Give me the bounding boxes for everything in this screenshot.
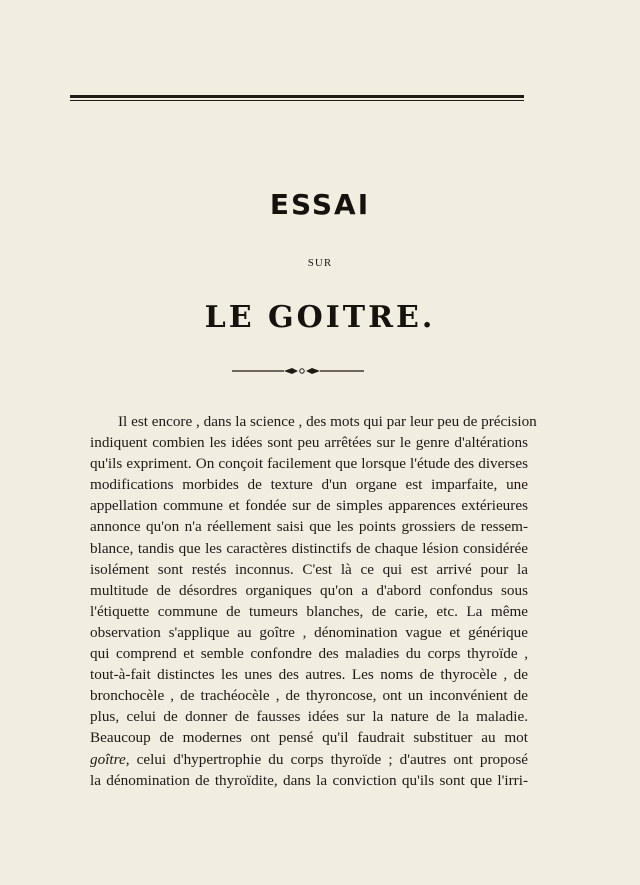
text-line: modifications morbides de texture d'un organe est imparfaite, une <box>90 476 528 494</box>
ornament-divider <box>232 364 364 378</box>
text-line: annonce qu'on n'a réellement saisi que les points grossiers de ressem- <box>90 518 528 536</box>
top-rule-thin <box>70 100 524 101</box>
text-line: plus, celui de donner de fausses idées sur la nature de la maladie. <box>90 708 528 726</box>
text-line: goître, celui d'hypertrophie du corps thyroïde ; d'autres ont proposé <box>90 750 528 768</box>
text-line: Il est encore , dans la science , des mots qui par leur peu de précision <box>118 413 537 430</box>
text-line: appellation commune et fondée sur de simples apparences extérieures <box>90 497 528 515</box>
text-line: qui comprend et semble confondre des maladies du corps thyroïde , <box>90 645 528 663</box>
top-rule-thick <box>70 95 524 98</box>
text-line: tout-à-fait distinctes les unes des autres. Les noms de thyrocèle , de <box>90 666 528 684</box>
text-line: observation s'applique au goître , dénomination vague et générique <box>90 623 528 641</box>
text-line: qu'ils expriment. On conçoit facilement que lorsque l'étude des diverses <box>90 455 528 473</box>
text-line: blance, tandis que les caractères distinctifs de chaque lésion considérée <box>90 539 528 557</box>
italic-term: goître, <box>90 750 130 768</box>
text-line: indiquent combien les idées sont peu arrêtées sur le genre d'altérations <box>90 434 528 452</box>
text-line: l'étiquette commune de tumeurs blanches, de carie, etc. La même <box>90 602 528 620</box>
text-line: Beaucoup de modernes ont pensé qu'il faudrait substituer au mot <box>90 729 528 747</box>
page-title: ESSAI <box>269 188 371 221</box>
page-subtitle: LE GOITRE. <box>204 300 436 335</box>
text-line: la dénomination de thyroïdite, dans la conviction qu'ils sont que l'irri- <box>90 771 528 789</box>
text-line: bronchocèle , de trachéocèle , de thyroncose, ont un inconvénient de <box>90 687 528 705</box>
title-connector: SUR <box>307 257 333 269</box>
text-line: multitude de désordres organiques qu'on a d'abord confondus sous <box>90 581 528 599</box>
body-paragraph <box>90 411 537 791</box>
text-line: isolément sont restés inconnus. C'est là ce qui est arrivé pour la <box>90 560 528 578</box>
